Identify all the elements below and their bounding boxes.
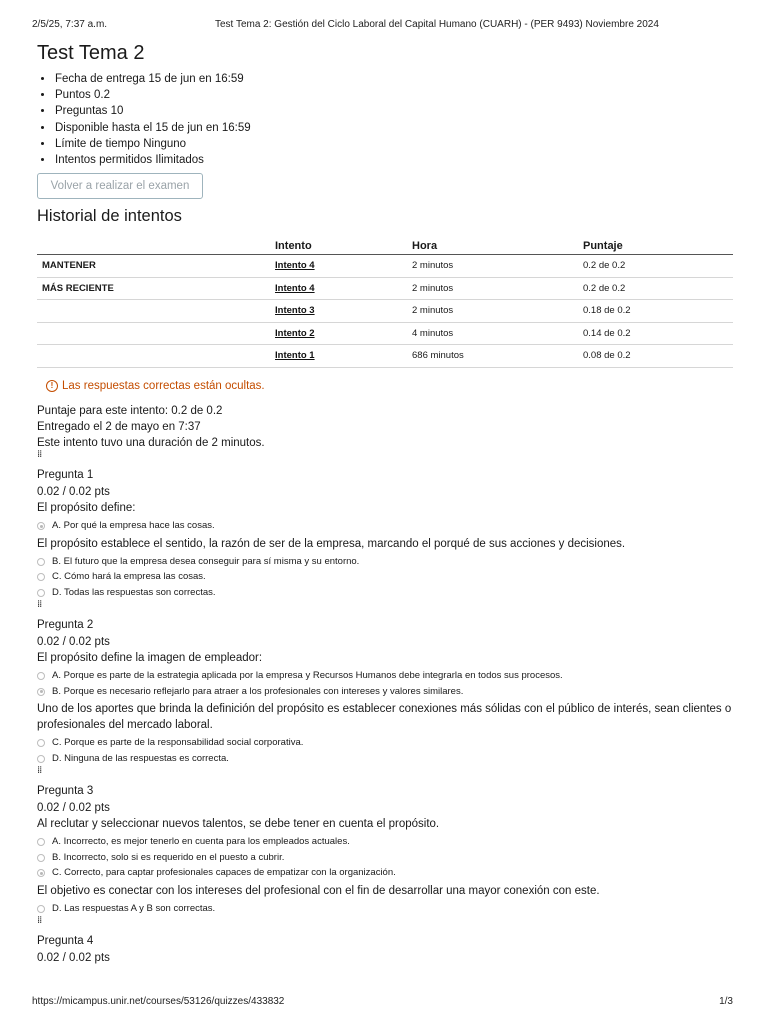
drag-handle-icon[interactable]: ⁞⁞ — [37, 599, 42, 611]
header-score: Puntaje — [583, 234, 733, 255]
attempt-time: 2 minutos — [412, 255, 583, 278]
answer-option-label: A. Porque es parte de la estrategia aplicada por la empresa y Recursos Humanos debe integrarla en todos sus procesos. — [52, 670, 563, 682]
table-header-row — [37, 234, 733, 255]
print-date: 2/5/25, 7:37 a.m. — [32, 19, 108, 30]
table-row — [37, 345, 733, 368]
question-points: 0.02 / 0.02 pts — [37, 951, 110, 964]
answer-option — [37, 903, 737, 915]
print-page-number: 1/3 — [719, 996, 733, 1007]
answer-option-label: A. Incorrecto, es mejor tenerlo en cuenta para los empleados actuales. — [52, 836, 350, 848]
radio-selected-icon — [37, 688, 45, 696]
exclamation-circle-icon: ! — [46, 380, 58, 392]
table-row — [37, 255, 733, 278]
attempt-score: 0.14 de 0.2 — [583, 322, 733, 345]
hidden-answers-warning — [37, 378, 737, 394]
attempt-time: 2 minutos — [412, 300, 583, 323]
answer-option — [37, 686, 737, 698]
question-prompt: Al reclutar y seleccionar nuevos talentos, se debe tener en cuenta el propósito. — [37, 818, 440, 831]
answer-explanation: El propósito establece el sentido, la razón de ser de la empresa, marcando el porqué de sus acciones y decisiones. — [37, 537, 626, 550]
answer-option-label: D. Todas las respuestas son correctas. — [52, 586, 216, 598]
radio-icon — [37, 854, 45, 862]
page-title: Test Tema 2 — [37, 42, 145, 64]
answer-option-label: B. Incorrecto, solo si es requerido en el puesto a cubrir. — [52, 851, 285, 863]
row-label: MANTENER — [37, 255, 275, 278]
answer-option-label: C. Correcto, para captar profesionales capaces de empatizar con la organización. — [52, 867, 396, 879]
detail-time-limit: • Límite de tiempo Ninguno — [54, 136, 737, 152]
answer-option-label: D. Ninguna de las respuestas es correcta. — [52, 752, 229, 764]
question-title: Pregunta 3 — [37, 785, 94, 798]
quiz-details — [37, 71, 737, 168]
radio-icon — [37, 589, 45, 597]
warning-text: Las respuestas correctas están ocultas. — [62, 379, 265, 392]
header-time: Hora — [412, 234, 583, 255]
drag-handle-icon[interactable]: ⁞⁞ — [37, 449, 42, 461]
answer-option — [37, 520, 737, 532]
retake-quiz-button[interactable]: Volver a realizar el examen — [37, 173, 203, 199]
answer-option-label: B. El futuro que la empresa desea conseguir para sí misma y su entorno. — [52, 555, 360, 567]
attempt-link[interactable]: Intento 2 — [275, 327, 315, 339]
attempt-score: 0.2 de 0.2 — [583, 277, 733, 300]
question-list — [37, 449, 737, 966]
detail-available-until: • Disponible hasta el 15 de jun en 16:59 — [54, 120, 737, 136]
answer-option — [37, 836, 737, 848]
drag-handle-icon[interactable]: ⁞⁞ — [37, 915, 42, 927]
question-title: Pregunta 4 — [37, 935, 94, 948]
print-document-title: Test Tema 2: Gestión del Ciclo Laboral del Capital Humano (CUARH) - (PER 9493) Noviembre 2024 — [215, 19, 659, 30]
attempt-summary — [37, 403, 737, 452]
drag-handle-icon[interactable]: ⁞⁞ — [37, 765, 42, 777]
quiz-content — [37, 40, 737, 966]
table-row — [37, 300, 733, 323]
row-label — [37, 322, 275, 345]
attempt-time: 4 minutos — [412, 322, 583, 345]
summary-submitted: Entregado el 2 de mayo en 7:37 — [37, 420, 201, 433]
row-label: MÁS RECIENTE — [37, 277, 275, 300]
radio-icon — [37, 838, 45, 846]
radio-icon — [37, 573, 45, 581]
attempt-link[interactable]: Intento 3 — [275, 305, 315, 317]
attempt-score: 0.2 de 0.2 — [583, 255, 733, 278]
question-block — [37, 599, 737, 765]
attempt-history-title: Historial de intentos — [37, 207, 182, 226]
row-label — [37, 300, 275, 323]
radio-selected-icon — [37, 522, 45, 530]
detail-questions: • Preguntas 10 — [54, 103, 737, 119]
attempt-link[interactable]: Intento 4 — [275, 260, 315, 272]
attempt-link[interactable]: Intento 1 — [275, 350, 315, 362]
answer-option-label: C. Porque es parte de la responsabilidad social corporativa. — [52, 737, 304, 749]
answer-option — [37, 587, 737, 599]
answer-option-label: D. Las respuestas A y B son correctas. — [52, 902, 216, 914]
header-label — [37, 234, 275, 255]
attempt-score: 0.08 de 0.2 — [583, 345, 733, 368]
question-prompt: El propósito define la imagen de empleador: — [37, 652, 263, 665]
question-title: Pregunta 2 — [37, 619, 94, 632]
question-block — [37, 449, 737, 598]
answer-option — [37, 670, 737, 682]
question-points: 0.02 / 0.02 pts — [37, 485, 110, 498]
summary-duration: Este intento tuvo una duración de 2 minutos. — [37, 437, 265, 450]
answer-option — [37, 852, 737, 864]
row-label — [37, 345, 275, 368]
header-attempt: Intento — [275, 234, 412, 255]
table-row — [37, 322, 733, 345]
answer-option — [37, 556, 737, 568]
answer-option — [37, 737, 737, 749]
question-points: 0.02 / 0.02 pts — [37, 635, 110, 648]
answer-option-label: C. Cómo hará la empresa las cosas. — [52, 571, 206, 583]
radio-selected-icon — [37, 869, 45, 877]
attempt-link[interactable]: Intento 4 — [275, 282, 315, 294]
summary-score: Puntaje para este intento: 0.2 de 0.2 — [37, 404, 223, 417]
answer-option-label: A. Por qué la empresa hace las cosas. — [52, 520, 215, 532]
answer-explanation: El objetivo es conectar con los intereses del profesional con el fin de desarrollar una mayor conexión con este. — [37, 884, 600, 897]
radio-icon — [37, 905, 45, 913]
radio-icon — [37, 755, 45, 763]
question-block — [37, 765, 737, 914]
attempt-time: 686 minutos — [412, 345, 583, 368]
answer-option — [37, 571, 737, 583]
detail-due-date: • Fecha de entrega 15 de jun en 16:59 — [54, 71, 737, 87]
attempt-time: 2 minutos — [412, 277, 583, 300]
detail-allowed-attempts: • Intentos permitidos Ilimitados — [54, 152, 737, 168]
table-row — [37, 277, 733, 300]
answer-option-label: B. Porque es necesario reflejarlo para atraer a los profesionales con intereses y valores similares. — [52, 685, 464, 697]
radio-icon — [37, 558, 45, 566]
radio-icon — [37, 739, 45, 747]
question-prompt: El propósito define: — [37, 502, 136, 515]
answer-option — [37, 867, 737, 879]
attempt-score: 0.18 de 0.2 — [583, 300, 733, 323]
attempt-history-table — [37, 234, 733, 368]
question-points: 0.02 / 0.02 pts — [37, 801, 110, 814]
question-block — [37, 915, 737, 966]
print-url: https://micampus.unir.net/courses/53126/quizzes/433832 — [32, 996, 285, 1007]
answer-explanation: Uno de los aportes que brinda la definición del propósito es establecer conexiones más sólidas con el público de interés, sean clientes o profesionales del mercado laboral. — [37, 703, 732, 732]
detail-points: • Puntos 0.2 — [54, 87, 737, 103]
answer-option — [37, 753, 737, 765]
question-title: Pregunta 1 — [37, 469, 94, 482]
radio-icon — [37, 672, 45, 680]
